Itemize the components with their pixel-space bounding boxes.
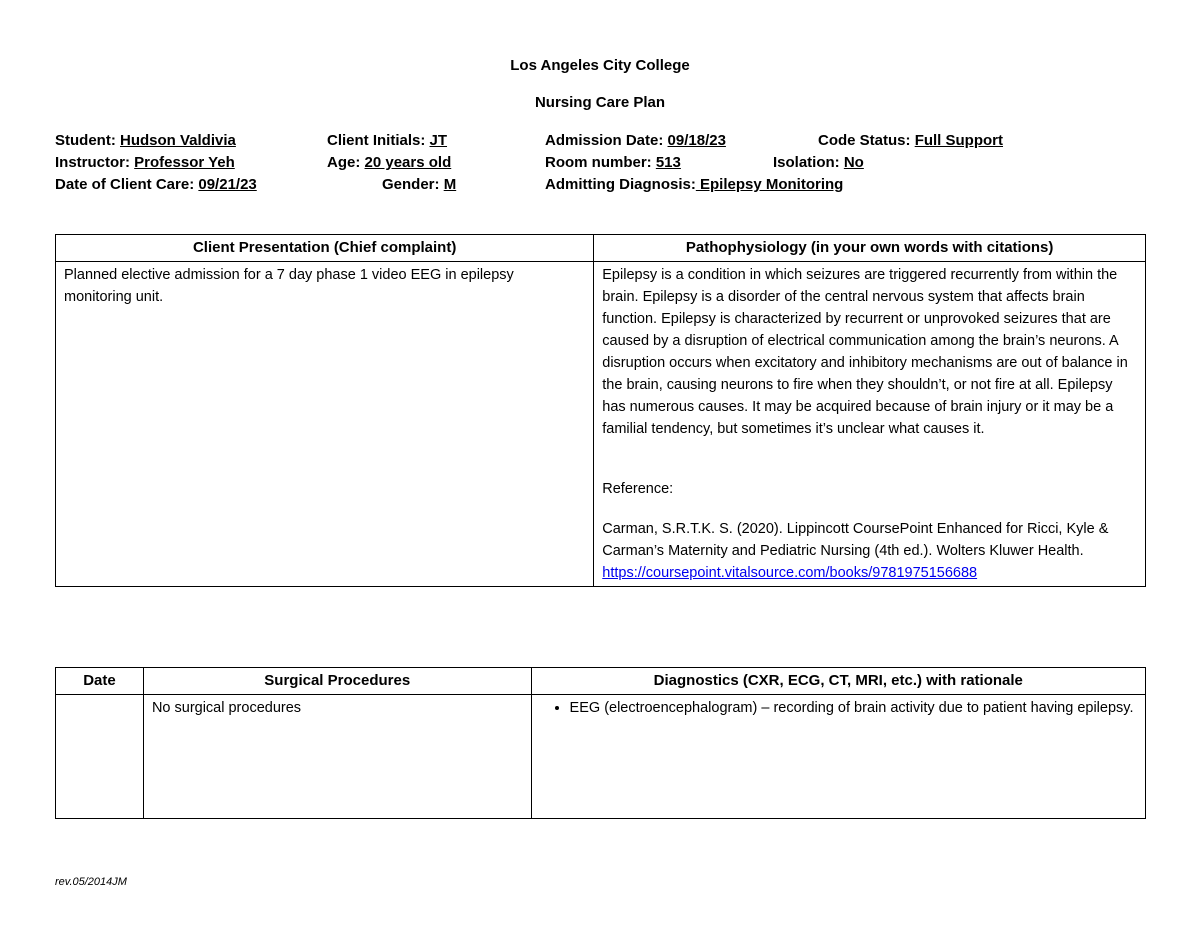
room-label: Room number: [545, 154, 652, 171]
student-label: Student: [55, 132, 116, 149]
code-status-value: Full Support [914, 132, 1004, 149]
isolation-label: Isolation: [773, 154, 840, 171]
pathophysiology-header: Pathophysiology (in your own words with citations) [594, 235, 1146, 262]
diagnostics-header: Diagnostics (CXR, ECG, CT, MRI, etc.) with rationale [531, 668, 1145, 695]
gender-value: M [443, 176, 457, 193]
diagnostics-cell [531, 695, 1145, 819]
procedures-diagnostics-table [55, 667, 1146, 819]
care-date-label: Date of Client Care: [55, 176, 195, 193]
list-item: • EEG (electroencephalogram) – recording of brain activity due to patient having epilepsy. [570, 697, 1137, 719]
age-value: 20 years old [364, 154, 452, 171]
age-label: Age: [327, 154, 361, 171]
diagnosis-label: Admitting Diagnosis: [545, 176, 696, 193]
client-presentation-header: Client Presentation (Chief complaint) [56, 235, 594, 262]
pathophysiology-cell [594, 262, 1146, 587]
room-value: 513 [655, 154, 681, 171]
client-initials-label: Client Initials: [327, 132, 426, 149]
revision-footer: rev.05/2014JM [55, 876, 127, 888]
admission-date-label: Admission Date: [545, 132, 664, 149]
table-header-row [56, 235, 1146, 262]
presentation-pathophysiology-table [55, 234, 1146, 587]
age-field [327, 154, 451, 171]
instructor-field [55, 154, 235, 171]
diagnostics-list [540, 697, 1137, 719]
reference-citation: Carman, S.R.T.K. S. (2020). Lippincott CoursePoint Enhanced for Ricci, Kyle & Carman’s Maternity and Pediatric Nursing (4th ed.). Wolters Kluwer Health. [602, 521, 1109, 559]
care-date-value: 09/21/23 [198, 176, 257, 193]
isolation-value: No [843, 154, 864, 171]
reference-label: Reference: [602, 481, 674, 497]
gender-field [382, 176, 456, 193]
client-initials-value: JT [429, 132, 448, 149]
table-row [56, 695, 1146, 819]
instructor-value: Professor Yeh [134, 154, 235, 171]
client-initials-field [327, 132, 447, 149]
isolation-field [773, 154, 864, 171]
student-field [55, 132, 236, 149]
student-value: Hudson Valdivia [120, 132, 236, 149]
care-date-field [55, 176, 257, 193]
surgical-procedures-header: Surgical Procedures [143, 668, 531, 695]
pathophysiology-text: Epilepsy is a condition in which seizures are triggered recurrently from within the brain. Epilepsy is a disorder of the central nervous system that affects brain function. Epilepsy is characterized by recurrent or unprovoked seizures that are caused by a disruption of electrical communication among the brain’s neurons. A disruption occurs when excitatory and inhibitory mechanisms are out of balance in the brain, causing neurons to fire when they shouldn’t, or not fire at all. Epilepsy has numerous causes. It may be acquired because of brain injury or it may be a familial tendency, but sometimes it’s unclear what causes it. [602, 267, 1128, 437]
code-status-field [818, 132, 1003, 149]
room-field [545, 154, 681, 171]
date-cell [56, 695, 144, 819]
table-row [56, 262, 1146, 587]
reference-link[interactable]: https://coursepoint.vitalsource.com/books/9781975156688 [602, 565, 978, 581]
date-header: Date [56, 668, 144, 695]
admission-date-value: 09/18/23 [667, 132, 726, 149]
college-name: Los Angeles City College [510, 57, 690, 74]
admission-date-field [545, 132, 726, 149]
gender-label: Gender: [382, 176, 440, 193]
instructor-label: Instructor: [55, 154, 130, 171]
client-presentation-cell: Planned elective admission for a 7 day phase 1 video EEG in epilepsy monitoring unit. [56, 262, 594, 587]
diagnosis-field [545, 176, 843, 193]
document-title: Nursing Care Plan [534, 94, 666, 111]
diagnosis-value: Epilepsy Monitoring [695, 176, 844, 193]
table-header-row [56, 668, 1146, 695]
surgical-procedures-cell: No surgical procedures [143, 695, 531, 819]
code-status-label: Code Status: [818, 132, 911, 149]
